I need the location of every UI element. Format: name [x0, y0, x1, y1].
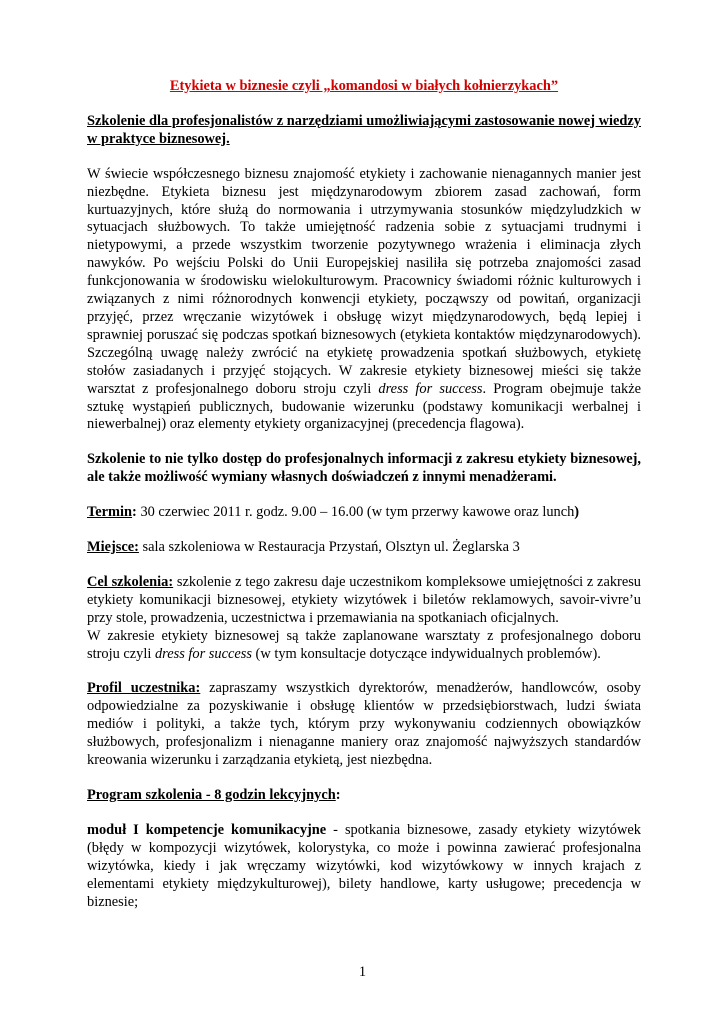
profil-text: zapraszamy wszystkich dyrektorów, menadżerów, handlowców, osoby odpowiedzialne za pozyskiwanie i obsługę klientów w przedsiębiorstwach, ludzi świata mediów i polityki, a także tych, którym przy wykonywaniu codziennych obowiązków służbowych, profesjonalizm i nienaganne maniery oraz znajomość najwyższych standardów kreowania wizerunku i zarządzania etykietą, jest niezbędna. [87, 680, 641, 769]
cel-label: Cel szkolenia: [87, 573, 174, 590]
document-page [87, 78, 641, 911]
modul-1-text: - spotkania biznesowe, zasady etykiety wizytówek (błędy w kompozycji wizytówek, kolorystyka, co może i powinna zawierać profesjonalna wizytówka, kiedy i jak wręczamy wizytówki, kod wizytówkowy w innych krajach z elementami etykiety międzykulturowej), bilety handlowe, karty usługowe; precedencja w biznesie; [87, 821, 641, 910]
modul-1-label: moduł I kompetencje komunikacyjne [87, 821, 327, 838]
modul-1-paragraph [87, 822, 641, 912]
page-number: 1 [358, 964, 367, 980]
program-heading [87, 787, 641, 805]
document-subtitle: Szkolenie dla profesjonalistów z narzędziami umożliwiającymi zastosowanie nowej wiedzy w praktyce biznesowej. [87, 112, 641, 147]
intro-text: W świecie współczesnego biznesu znajomość etykiety i zachowanie nienagannych manier jest niezbędne. Etykieta biznesu jest międzynarodowym zbiorem zasad zachowań, form kurtuazyjnych, które służą do normowania i utrzymywania stosunków międzyludzkich w sytuacjach służbowych. To także umiejętność radzenia sobie z sytuacjami trudnymi i nietypowymi, a przede wszystkim tworzenie pozytywnego wrażenia i eliminacja złych nawyków. Po wejściu Polski do Unii Europejskiej nasiliła się potrzeba znajomości zasad funkcjonowania w środowisku wielokulturowym. Pracownicy świadomi różnic kulturowych i związanych z nimi różnorodnych konwencji etykiety, począwszy od powitań, organizacji przyjęć, przez wręczanie wizytówek i obsługę wizyt międzynarodowych, będą lepiej i sprawniej poruszać się podczas spotkań biznesowych (etykieta kontaktów międzynarodowych). Szczególną uwagę należy zwrócić na etykietę prowadzenia spotkań służbowych, etykietę stołów zasiadanych i przyjęć stojących. W zakresie etykiety biznesowej mieści się także warsztat z profesjonalnego doboru stroju czyli [87, 165, 641, 397]
profil-label: Profil uczestnika: [87, 680, 201, 697]
cel-text-2: W zakresie etykiety biznesowej są także zaplanowane warsztaty z profesjonalnego doboru stroju czyli [87, 627, 641, 662]
termin-colon: : [132, 504, 137, 521]
program-heading-label: Program szkolenia - 8 godzin lekcyjnych [87, 787, 336, 803]
termin-label: Termin [87, 504, 133, 521]
intro-paragraph [87, 166, 641, 435]
cel-text-2-end: (w tym konsultacje dotyczące indywidualnych problemów). [251, 645, 601, 662]
intro-text-end: . Program obejmuje także sztukę wystąpień publicznych, budowanie wizerunku (podstawy komunikacji werbalnej i niewerbalnej) oraz elementy etykiety organizacyjnej (precedencja flagowa). [87, 380, 642, 433]
miejsce-value: sala szkoleniowa w Restauracja Przystań, Olsztyn ul. Żeglarska 3 [138, 539, 520, 556]
program-heading-colon: : [335, 787, 341, 803]
termin-closing: ) [574, 504, 580, 521]
miejsce-paragraph [87, 539, 641, 557]
cel-emphasis: dress for success [154, 645, 252, 662]
document-title: Etykieta w biznesie czyli „komandosi w białych kołnierzykach” [169, 78, 559, 94]
intro-emphasis: dress for success [378, 380, 483, 397]
miejsce-label: Miejsce: [87, 539, 139, 556]
highlight-paragraph: Szkolenie to nie tylko dostęp do profesjonalnych informacji z zakresu etykiety biznesowej, ale także możliwość wymiany własnych doświadczeń z innymi menadżerami. [87, 451, 641, 486]
cel-text: szkolenie z tego zakresu daje uczestnikom kompleksowe umiejętności z zakresu etykiety komunikacji biznesowej, etykiety wizytówek i biletów reklamowych, savoir-vivre’u przy stole, prowadzenia, uczestnictwa i przemawiania na spotkaniach oficjalnych. [87, 573, 642, 626]
termin-paragraph [87, 504, 641, 522]
profil-paragraph [87, 680, 641, 770]
termin-value: 30 czerwiec 2011 r. godz. 9.00 – 16.00 (w tym przerwy kawowe oraz lunch [136, 504, 575, 521]
cel-paragraph [87, 574, 641, 664]
